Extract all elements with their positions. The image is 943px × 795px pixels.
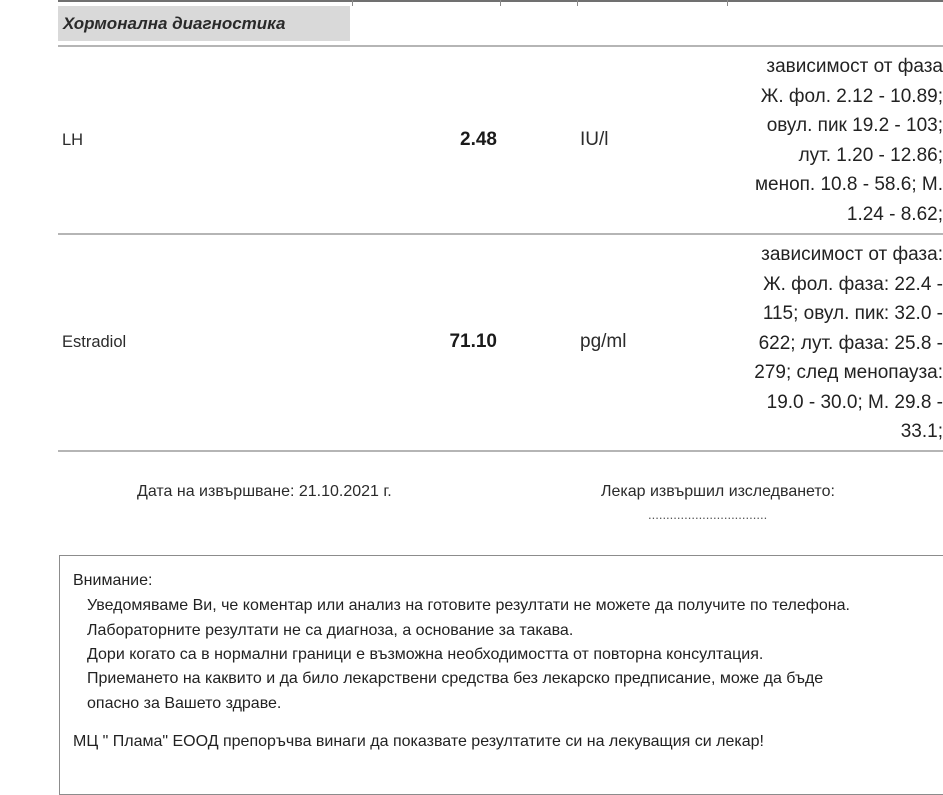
test-unit: IU/l [580, 129, 609, 150]
test-unit: pg/ml [580, 331, 627, 352]
notice-line: Приемането на каквито и да било лекарствени средства без лекарско предписание, може да бъде [87, 670, 824, 687]
column-divider-tick [577, 0, 578, 6]
row-divider [58, 45, 943, 47]
reference-line: меноп. 10.8 - 58.6; М. [754, 174, 943, 195]
column-divider-tick [500, 0, 501, 6]
reference-line: 1.24 - 8.62; [846, 203, 943, 225]
notice-line: Дори когато са в нормални граници е възможна необходимостта от повторна консултация. [87, 646, 764, 663]
reference-line: 19.0 - 30.0; М. 29.8 - [766, 391, 943, 413]
reference-line: Ж. фол. фаза: 22.4 - [763, 273, 943, 295]
reference-range [700, 240, 943, 447]
reference-line: зависимост от фаза [766, 56, 943, 77]
execution-date: Дата на извършване: 21.10.2021 г. [137, 483, 392, 500]
reference-line: лут. 1.20 - 12.86; [798, 144, 943, 166]
notice-heading: Внимание: [73, 572, 153, 589]
test-name: Estradiol [62, 332, 127, 351]
reference-line: зависимост от фаза: [761, 244, 943, 265]
reference-line: 115; овул. пик: 32.0 - [762, 303, 943, 324]
section-title: Хормонална диагностика [58, 6, 350, 41]
doctor-signature-label: Лекар извършил изследването: [601, 483, 835, 500]
test-name: LH [62, 130, 84, 149]
column-divider-tick [727, 0, 728, 6]
reference-range [700, 52, 943, 229]
row-divider [58, 233, 943, 235]
notice-line: Лабораторните резултати не са диагноза, а основание за такава. [87, 622, 574, 639]
notice-recommendation: МЦ " Плама" ЕООД препоръчва винаги да показвате резултатите си на лекуващия си лекар! [73, 733, 764, 750]
test-value: 2.48 [460, 129, 497, 150]
reference-line: овул. пик 19.2 - 103; [766, 115, 943, 136]
reference-line: 622; лут. фаза: 25.8 - [758, 332, 943, 354]
row-divider [58, 450, 943, 452]
reference-line: 33.1; [900, 421, 943, 442]
notice-line: опасно за Вашето здраве. [87, 695, 282, 712]
signature-line: ................................. [648, 507, 768, 522]
column-divider-tick [352, 0, 353, 6]
reference-line: 279; след менопауза: [754, 362, 943, 383]
reference-line: Ж. фол. 2.12 - 10.89; [760, 85, 943, 107]
notice-line: Уведомяваме Ви, че коментар или анализ на готовите резултати не можете да получите по телефона. [87, 597, 850, 614]
test-value: 71.10 [449, 331, 497, 352]
